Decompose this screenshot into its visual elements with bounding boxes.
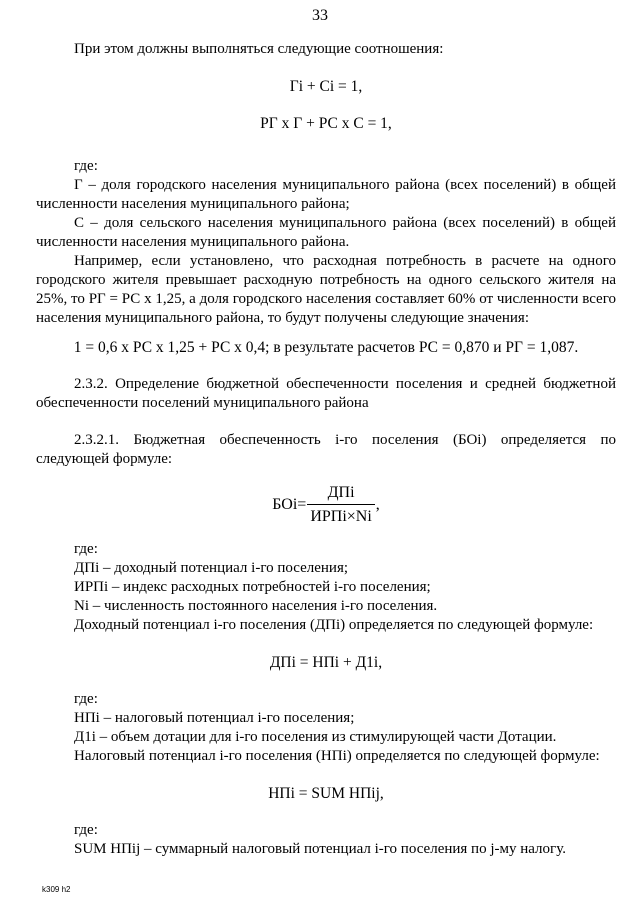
- where-label: где:: [74, 691, 98, 707]
- definition-dpi: ДПi – доходный потенциал i-го поселения;: [74, 560, 349, 576]
- definition-sum: SUM НПij – суммарный налоговый потенциал i-го поселения по j-му налогу.: [74, 841, 566, 857]
- dpi-paragraph: Доходный потенциал i-го поселения (ДПi) определяется по следующей формуле:: [74, 617, 594, 633]
- npi-paragraph: Налоговый потенциал i-го поселения (НПi) определяется по следующей формуле:: [74, 748, 600, 764]
- definition-d1i: Д1i – объем дотации для i-го поселения из стимулирующей части Дотации.: [74, 729, 557, 745]
- definition-g: Г – доля городского населения муниципального района (всех поселений) в общей численности населения муниципального района;: [36, 177, 616, 212]
- where-label: где:: [74, 822, 98, 838]
- section-2-3-2-heading: 2.3.2. Определение бюджетной обеспеченности поселения и средней бюджетной обеспеченности поселений муниципального района: [36, 376, 616, 411]
- section-2-3-2-1-paragraph: 2.3.2.1. Бюджетная обеспеченность i-го поселения (БОi) определяется по следующей формуле:: [36, 432, 616, 467]
- formula-boi-denominator: ИРПi×Ni: [310, 508, 372, 525]
- definition-irpi: ИРПi – индекс расходных потребностей i-го поселения;: [74, 579, 431, 595]
- where-label: где:: [74, 158, 98, 174]
- formula-boi-comma: ,: [375, 496, 380, 513]
- definition-ni: Ni – численность постоянного населения i-го поселения.: [74, 598, 438, 614]
- document-body: [36, 40, 616, 859]
- formula-dpi: ДПi = НПi + Д1i,: [269, 654, 383, 671]
- definition-npi: НПi – налоговый потенциал i-го поселения;: [74, 710, 355, 726]
- formula-boi-numerator: ДПi: [307, 483, 374, 505]
- formula-gi-ci: Гi + Ci = 1,: [289, 78, 363, 95]
- formula-boi: [36, 483, 616, 526]
- formula-npi: НПi = SUM НПij,: [268, 785, 384, 802]
- footer-code: k309 h2: [42, 885, 71, 894]
- definition-c: С – доля сельского населения муниципального района (всех поселений) в общей численности населения муниципального района.: [36, 215, 616, 250]
- formula-rg-rc: РГ х Г + РС х С = 1,: [260, 115, 392, 132]
- formula-boi-lhs: БОi=: [272, 496, 307, 513]
- page-number: 33: [312, 7, 328, 24]
- formula-boi-fraction: [307, 483, 374, 526]
- formula-calculation: 1 = 0,6 х РС х 1,25 + РС х 0,4; в результате расчетов РС = 0,870 и РГ = 1,087.: [73, 339, 579, 356]
- where-label: где:: [74, 541, 98, 557]
- intro-paragraph: При этом должны выполняться следующие соотношения:: [74, 41, 444, 57]
- example-paragraph: Например, если установлено, что расходная потребность в расчете на одного городского жителя превышает расходную потребность на одного сельского жителя на 25%, то РГ = РС х 1,25, а доля городского населения составляет 60% от численности всего населения муниципального района, то будут получены следующие значения:: [36, 253, 616, 326]
